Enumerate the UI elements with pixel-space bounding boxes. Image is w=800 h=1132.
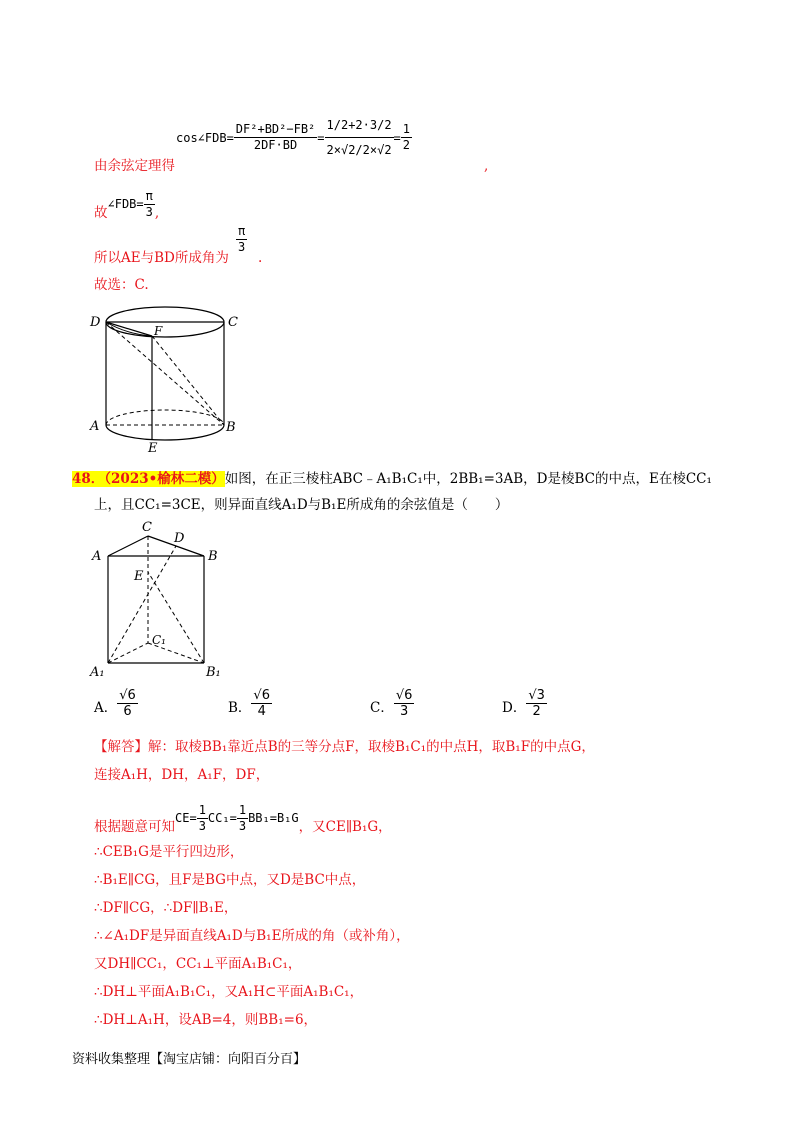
bottom-back-arc: [106, 410, 224, 425]
option-a-den: 6: [123, 704, 132, 719]
result-pi: π: [238, 224, 246, 238]
option-b-value: [251, 688, 272, 719]
cos-num-1: DF²+BD²−FB²: [235, 122, 316, 136]
label-e-mid: E: [134, 569, 144, 584]
option-d-letter: D．: [502, 700, 527, 716]
option-b[interactable]: [228, 688, 272, 719]
option-d-num: √3: [528, 688, 545, 703]
option-a-num: √6: [119, 688, 136, 703]
solution-line-2: 连接A₁H，DH，A₁F，DF，: [94, 767, 270, 783]
solution-line-6: ∴DF∥CG，∴DF∥B₁E，: [94, 900, 238, 916]
cos-den-1: 2DF·BD: [253, 138, 298, 152]
option-d-den: 2: [532, 704, 541, 719]
cylinder-figure: [86, 294, 246, 454]
edge-ac: [108, 536, 148, 556]
sol3-cc: CC₁=: [207, 811, 237, 825]
sol3-ce: CE=: [175, 811, 197, 825]
sol3-post: ，又CE∥B₁G，: [298, 819, 392, 835]
cos-formula: [176, 100, 412, 175]
line-b1e: [148, 572, 204, 663]
option-d-value: [526, 688, 547, 719]
gu-prefix: 故: [94, 205, 108, 221]
label-e: E: [148, 441, 158, 454]
solution-line-1: 【解答】解：取棱BB₁靠近点B的三等分点F，取棱B₁C₁的中点H，取B₁F的中点G，: [94, 739, 595, 755]
result-line: 所以AE与BD所成角为: [94, 250, 229, 266]
pi-num: π: [145, 188, 153, 203]
solution-line-10: ∴DH⊥A₁H，设AB=4，则BB₁=6，: [94, 1012, 318, 1028]
cos-fraction-2: [325, 116, 394, 159]
label-d: D: [90, 315, 101, 330]
label-a1: A₁: [90, 665, 105, 680]
solution-line-4: ∴CEB₁G是平行四边形，: [94, 844, 244, 860]
angle-line: [94, 186, 159, 222]
solution-line-5: ∴B₁E∥CG，且F是BG中点，又D是BC中点，: [94, 872, 366, 888]
cos-result-num: 1: [402, 122, 411, 136]
pi-den: 3: [145, 204, 153, 219]
sol3-frac-2-num: 1: [238, 802, 247, 817]
label-c1: C₁: [152, 633, 166, 647]
label-c-top: C: [142, 520, 152, 535]
footer: 资料收集整理【淘宝店铺：向阳百分百】: [72, 1052, 307, 1067]
cos-law-line: 由余弦定理得: [94, 158, 175, 174]
label-f: F: [154, 324, 163, 338]
option-c[interactable]: [370, 688, 414, 719]
option-c-letter: C．: [370, 700, 394, 716]
cos-lhs: cos∠FDB=: [176, 130, 234, 145]
cos-result: [401, 122, 412, 153]
question-line-2: 上，且CC₁=3CE，则异面直线A₁D与B₁E所成角的余弦值是（ ）: [94, 497, 509, 513]
cos-eq-2: =: [393, 130, 401, 145]
pi-over-3: [144, 189, 155, 220]
sol3-frac-2-den: 3: [238, 818, 247, 833]
solution-line-3: [94, 800, 392, 836]
cos-big-den: 2×√2/2×√2: [326, 143, 392, 157]
label-a: A: [90, 419, 100, 434]
edge-a1c1: [108, 643, 148, 663]
option-a-value: [117, 688, 138, 719]
option-b-letter: B．: [228, 700, 252, 716]
option-a[interactable]: [94, 688, 138, 719]
option-c-num: √6: [395, 688, 413, 703]
label-b-top: B: [208, 549, 218, 564]
solution-line-9: ∴DH⊥平面A₁B₁C₁，又A₁H⊂平面A₁B₁C₁，: [94, 984, 364, 1000]
result-three: 3: [238, 240, 246, 254]
question-text-1: 如图，在正三棱柱ABC﹣A₁B₁C₁中，2BB₁=3AB，D是棱BC的中点，E在棱CC₁: [224, 471, 712, 487]
option-c-value: [394, 688, 415, 719]
option-a-letter: A．: [94, 700, 118, 716]
sol3-frac-1-den: 3: [198, 818, 206, 833]
cos-fraction-1: [234, 122, 317, 153]
solution-line-7: ∴∠A₁DF是异面直线A₁D与B₁E所成的角（或补角），: [94, 928, 410, 944]
result-period: .: [258, 250, 263, 266]
label-b: B: [226, 420, 236, 435]
option-d[interactable]: [502, 688, 547, 719]
result-pi-over-3: [236, 224, 247, 255]
answer-line: 故选：C.: [94, 277, 149, 293]
option-b-num: √6: [253, 688, 270, 703]
cos-comma: ,: [484, 158, 489, 174]
label-a-top: A: [92, 549, 102, 564]
sol3-bb: BB₁=B₁G: [248, 811, 299, 825]
solution-line-8: 又DH∥CC₁，CC₁⊥平面A₁B₁C₁，: [94, 956, 302, 972]
angle-fdb: ∠FDB=: [107, 197, 144, 211]
label-c: C: [228, 315, 238, 330]
sol3-frac-1: [197, 803, 208, 834]
option-c-den: 3: [399, 704, 409, 719]
cos-eq-1: =: [317, 130, 325, 145]
cos-result-den: 2: [402, 138, 411, 152]
bottom-front-arc: [106, 425, 224, 440]
label-d-top: D: [174, 531, 185, 546]
question-number: 48．（2023•榆林二模）: [72, 471, 225, 487]
label-b1: B₁: [206, 665, 221, 680]
sol3-frac-1-num: 1: [198, 802, 206, 817]
comma-2: ,: [154, 205, 160, 221]
option-b-den: 4: [257, 704, 266, 719]
cos-big-num: 1/2+2·3/2: [325, 116, 394, 138]
sol3-frac-2: [237, 803, 248, 834]
sol3-pre: 根据题意可知: [94, 819, 175, 835]
question-line-1: [72, 470, 712, 488]
prism-figure: [86, 518, 236, 683]
